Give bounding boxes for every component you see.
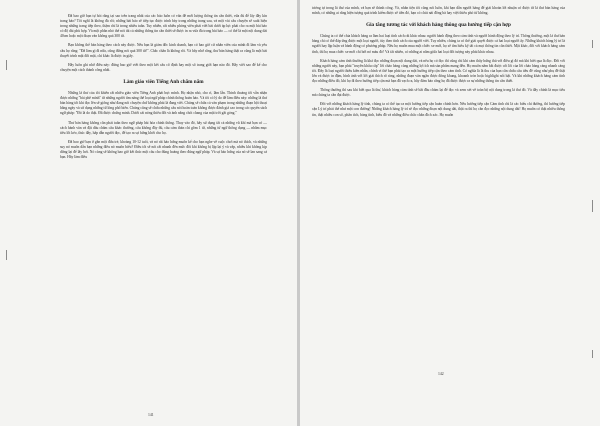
scan-edge-mark	[592, 200, 593, 212]
paragraph: Hãy luôn ghi nhớ điều này: đừng bao giờ viết theo một kết cấu cố định hay một số trang giới hạn nào đó. Hãy viết sao để kể cho chuyện một cách thành công nhất.	[60, 62, 267, 72]
right-page-text	[312, 6, 565, 122]
paragraph: Bạn không thể bán hàng theo cách này được. Nếu bạn là giám đốc kinh doanh, bạn có bao giờ cử nhân viên của mình đi làm và yêu cầu họ rằng: "Đã làm gì đi nữa, cũng đừng nói quá 300 từ!". Chắc chắn là không rồi. Và hãy nhớ rằng, thư bán hàng thật ra cũng là một bài thuyết trình mặt đối mặt, chỉ khác là được in giấy.	[60, 43, 267, 58]
paragraph: Đã bao giờ bạn ở gần một đứa trẻ, khoảng 10-12 tuổi, và nó rất háo hứng muốn kể cho bạn nghe về cuộc chơi mà nó thích, và những suy nó muốn dẫn bạn những điều nó muốn biểu? Điều tôi sẽ nói rất nhanh đến mức đôi khi không bị lặp lại ý và vấp, nhiều khi không kịp dừng lại để lấy hơi. Nó cùng sẽ không bao giờ kết thúc một câu cho đúng hoàng theo đúng ngữ pháp. Và sự háo hứng của nó sẽ lan sang cả bạn. Hãy làm điều	[60, 139, 267, 160]
scan-edge-mark	[592, 40, 593, 48]
page-number: 142	[438, 372, 444, 376]
left-page-text	[60, 14, 267, 164]
paragraph: Đối với những khách hàng lý tính, chúng ta có thể tạo ra một hướng tiếp cận hoàn chỉnh hơn. Nếu hướng tiếp cận Cảm tính chỉ là các biểu chỉ đường, thì hướng tiếp cận Lý trí phải thể như một con đường! Những khách hàng lý trí sẽ đọc những đoạn nội dung dài, thật ra thì họ cần đọc những nội dung dài! Họ muốn có thật nhiều thông tin, thật nhiều con số, phân tích, bảng tính, biểu đồ và những điều chắc chắn đích xác. Họ muốn	[312, 102, 565, 117]
left-page	[0, 0, 298, 426]
scan-edge-mark	[6, 250, 7, 260]
section-heading: Làm giáo viên Tiếng Anh chăm năm	[123, 78, 204, 85]
paragraph: Thông thường thì sau khi biết qua lá thư, khách hàng cảm tính sẽ bắt đầu chăm lại để đọc và xem xét về toàn bộ nội dung trong lá thư đó. Và đây chính là mục tiêu mà chúng ta cần đạt được.	[312, 88, 565, 98]
paragraph: Thư bán hàng không cần phải tuân theo ngữ pháp hài hòa chỉnh thống. Thay vào đó, hãy sử dụng tất cả những vũ khí mà bạn có — cách hành văn và đặt dấu chấm câu khác thường, cấu không đầy đủ, câu cảm thán chỉ gồm 1 từ, những từ ngữ thông dụng — nhằm mục tiêu lôi kéo, thúc đẩy, hấp dẫn người đọc, để tạo ra sự hứng khởi cho họ.	[60, 120, 267, 135]
paragraph: tương tự trong lá thư của mình, và bạn sẽ thành công. Và, nhân tiện tôi cũng nói luôn, khi bạn dẫn người hăng để giải khoán lời nhuận có được từ lá thư bán hàng của mình, có những ai rằng hiện tượng quá trình kiểm được sẽ tiền đó, bạn có chút nài đồng bà hay việt thiếu phò từ không.	[312, 6, 565, 16]
paragraph: Những lá thư của tôi khiến rất nhiều giáo viên Tiếng Anh phát bực mình. Họ nhận nhỏ, cho rì, lầm lẫn. Thỉnh thoảng tôi vẫn nhận được những "bài phê mình" từ những người tìm năng thế loại ngữ pháp chính thống hoàn hảo. Và tôi có lý do để làm điều này: những lá thư bán hàng tốt khi đọc lên sẽ giống như đang nói chuyện chứ không phải là đang viết. Chúng sẽ chứa cả văn phạm trong những đoạn hội thoại hằng ngày và sử dụng những từ lóng phổ biến. Chúng cũng sẽ chứa những câu nói hoàn toàn không được đánh giá cao trong các quyển sách ngữ pháp: "Đó là do thật. Đã được chứng minh. Dưới cái nóng thiêu đốt và ánh nắng chói chang của mặt trời gắt gỏng."	[60, 91, 267, 116]
right-page	[300, 0, 600, 426]
scan-edge-mark	[6, 60, 7, 70]
paragraph: Khách hàng cảm tính thường là khá đọc những đoạn nội dung dài, và nếu họ có đọc thì cũng chỉ khi cảm thấy hứng thú với điều gì đó mà khi biết qua là đọc. Đối với những người này, bạn phải "truyền khẩu cấp" lời chào hàng cùng những lợi ích mà sản phẩm mang đến. Họ muốn nắm bắt được cốt lõi của lời chào hàng càng nhanh càng tốt. Đây là loại người thiếu kiên nhẫn, chính vì thế bạn phải tạo ra một hướng tiếp cận theo cảm tính. Có nghĩa là là thu của bạn cần chứa câu tiêu đề cũng như phụ đề thật lớn và được in đậm, hình ảnh với lời giải thích rõ ràng, những đoạn văn ngắn được đóng khung, khoanh tròn hoặc highlight nổi bật. Và khi những khách hàng cảm tính đọc những điều đó, khi họ đi theo hướng tiếp cận mà bạn đã vạch ra, hãy đảm bảo rằng họ đã được được ra sự những thông tin cần thiết.	[312, 58, 565, 84]
scan-edge-mark	[592, 350, 593, 358]
paragraph: Đã bao giờ bạn tự hỏi rằng tại sao trên trang nhất của các báo luôn có vấn đề mới lượng thông tin cần thiết, vừa đủ để lấy đầy kín trang báo? Tôi nghĩ là không đủ rồi; những bài báo sẽ tiếp tục được trình bày trong những trang sau, và một vài câu chuyện sẽ xuất hiện trong những trang tiếp theo, thậm chí là trong nhiều tuần. Tuy nhiên, rất nhiều phóng viên phải viết bài dưới áp lực phải cho ra một bài báo có độ dài phù hợp. Và một phần nhỏ thể nói tất cả những thông tin cần thiết sẽ được in ra vừa đủ trong bài báo — có thể là một nội dung dài 40cm hoặc một đoạn văn không quá 300 từ.	[60, 14, 267, 39]
page-number: 141	[148, 413, 154, 417]
section-heading: Gia tăng tương tác với khách hàng thông qua hướng tiếp cận hợp	[366, 22, 511, 29]
paragraph: Chúng ta có thể chia khách hàng ra làm hai loại tính cách rất khác nhau: người hành động theo cảm tính và người hành động theo lý trí. Thông thường, một lá thư bán hàng chỉ có thể đáp ứng được một loại người, tùy theo tính cách của người viết. Tuy nhiên, chúng ta có thể giải quyết được cả hai loại người ấy. Những khách hàng lý trí là người hay lập luận và hành động có phương pháp. Nếu họ muốn mua một chiếc xe mới, họ sẽ tìm hiểu kỹ tất cả mọi thông tin cần thiết. Mặt khác, đối với khách hàng cảm tính, thì họ mua chiếc xe mới chỉ bởi nó màu đỏ! Và tất nhiên, có những ai nằm giữa hai loại đối tượng này phải khác nhau.	[312, 34, 566, 54]
